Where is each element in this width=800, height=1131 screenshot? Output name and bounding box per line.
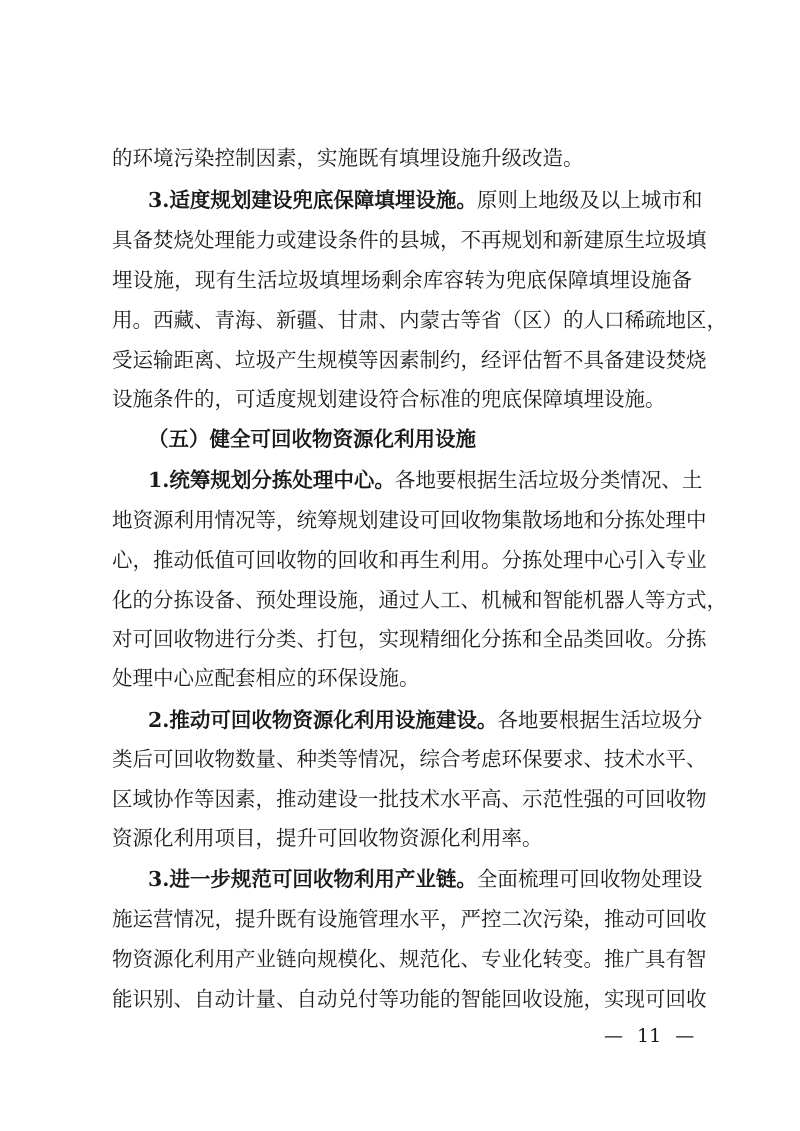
paragraph-line: 物资源化利用产业链向规模化、规范化、专业化转变。推广具有智 [112,947,707,971]
paragraph-line: 能识别、自动计量、自动兑付等功能的智能回收设施，实现可回收 [112,987,707,1011]
paragraph-line: 地资源利用情况等，统筹规划建设可回收物集散场地和分拣处理中 [112,508,707,532]
section-heading: （五）健全可回收物资源化利用设施 [148,427,476,451]
page-dash-left: — [604,1025,623,1047]
paragraph-line: 区域协作等因素，推动建设一批技术水平高、示范性强的可回收物 [112,787,707,811]
paragraph-line: 类后可回收物数量、种类等情况，综合考虑环保要求、技术水平、 [112,747,707,771]
page-dash-right: — [675,1025,695,1047]
paragraph-line: 受运输距离、垃圾产生规模等因素制约，经评估暂不具备建设焚烧 [112,348,707,372]
paragraph-line: 3.适度规划建设兜底保障填埋设施。原则上地级及以上城市和 [148,188,703,212]
paragraph-line: 资源化利用项目，提升可回收物资源化利用率。 [112,826,543,850]
paragraph-line: 埋设施，现有生活垃圾填埋场剩余库容转为兜底保障填埋设施备 [112,268,692,292]
paragraph-line: 心，推动低值可回收物的回收和再生利用。分拣处理中心引入专业 [112,548,707,572]
page-number [604,1024,694,1048]
paragraph-line: 处理中心应配套相应的环保设施。 [112,666,420,690]
paragraph-line: 施运营情况，提升既有设施管理水平，严控二次污染，推动可回收 [112,907,707,931]
paragraph-line: 的环境污染控制因素，实施既有填埋设施升级改造。 [112,146,584,170]
paragraph-line: 设施条件的，可适度规划建设符合标准的兜底保障填埋设施。 [112,387,666,411]
paragraph-line: 化的分拣设备、预处理设施，通过人工、机械和智能机器人等方式， [112,588,727,612]
paragraph-line: 对可回收物进行分类、打包，实现精细化分拣和全品类回收。分拣 [112,627,707,651]
item-heading: 3.进一步规范可回收物利用产业链。 [148,867,477,891]
paragraph-line: 2.推动可回收物资源化利用设施建设。各地要根据生活垃圾分 [148,708,703,732]
paragraph-line: 用。西藏、青海、新疆、甘肃、内蒙古等省（区）的人口稀疏地区， [112,308,727,332]
page-number-value: 11 [637,1025,662,1047]
paragraph-line: 3.进一步规范可回收物利用产业链。全面梳理可回收物处理设 [148,867,703,891]
paragraph-line: 具备焚烧处理能力或建设条件的县城，不再规划和新建原生垃圾填 [112,228,707,252]
paragraph-line: 1.统筹规划分拣处理中心。各地要根据生活垃圾分类情况、土 [148,468,703,492]
item-heading: 2.推动可回收物资源化利用设施建设。 [148,708,498,732]
item-heading: 3.适度规划建设兜底保障填埋设施。 [148,188,477,212]
item-heading: 1.统筹规划分拣处理中心。 [148,468,395,492]
